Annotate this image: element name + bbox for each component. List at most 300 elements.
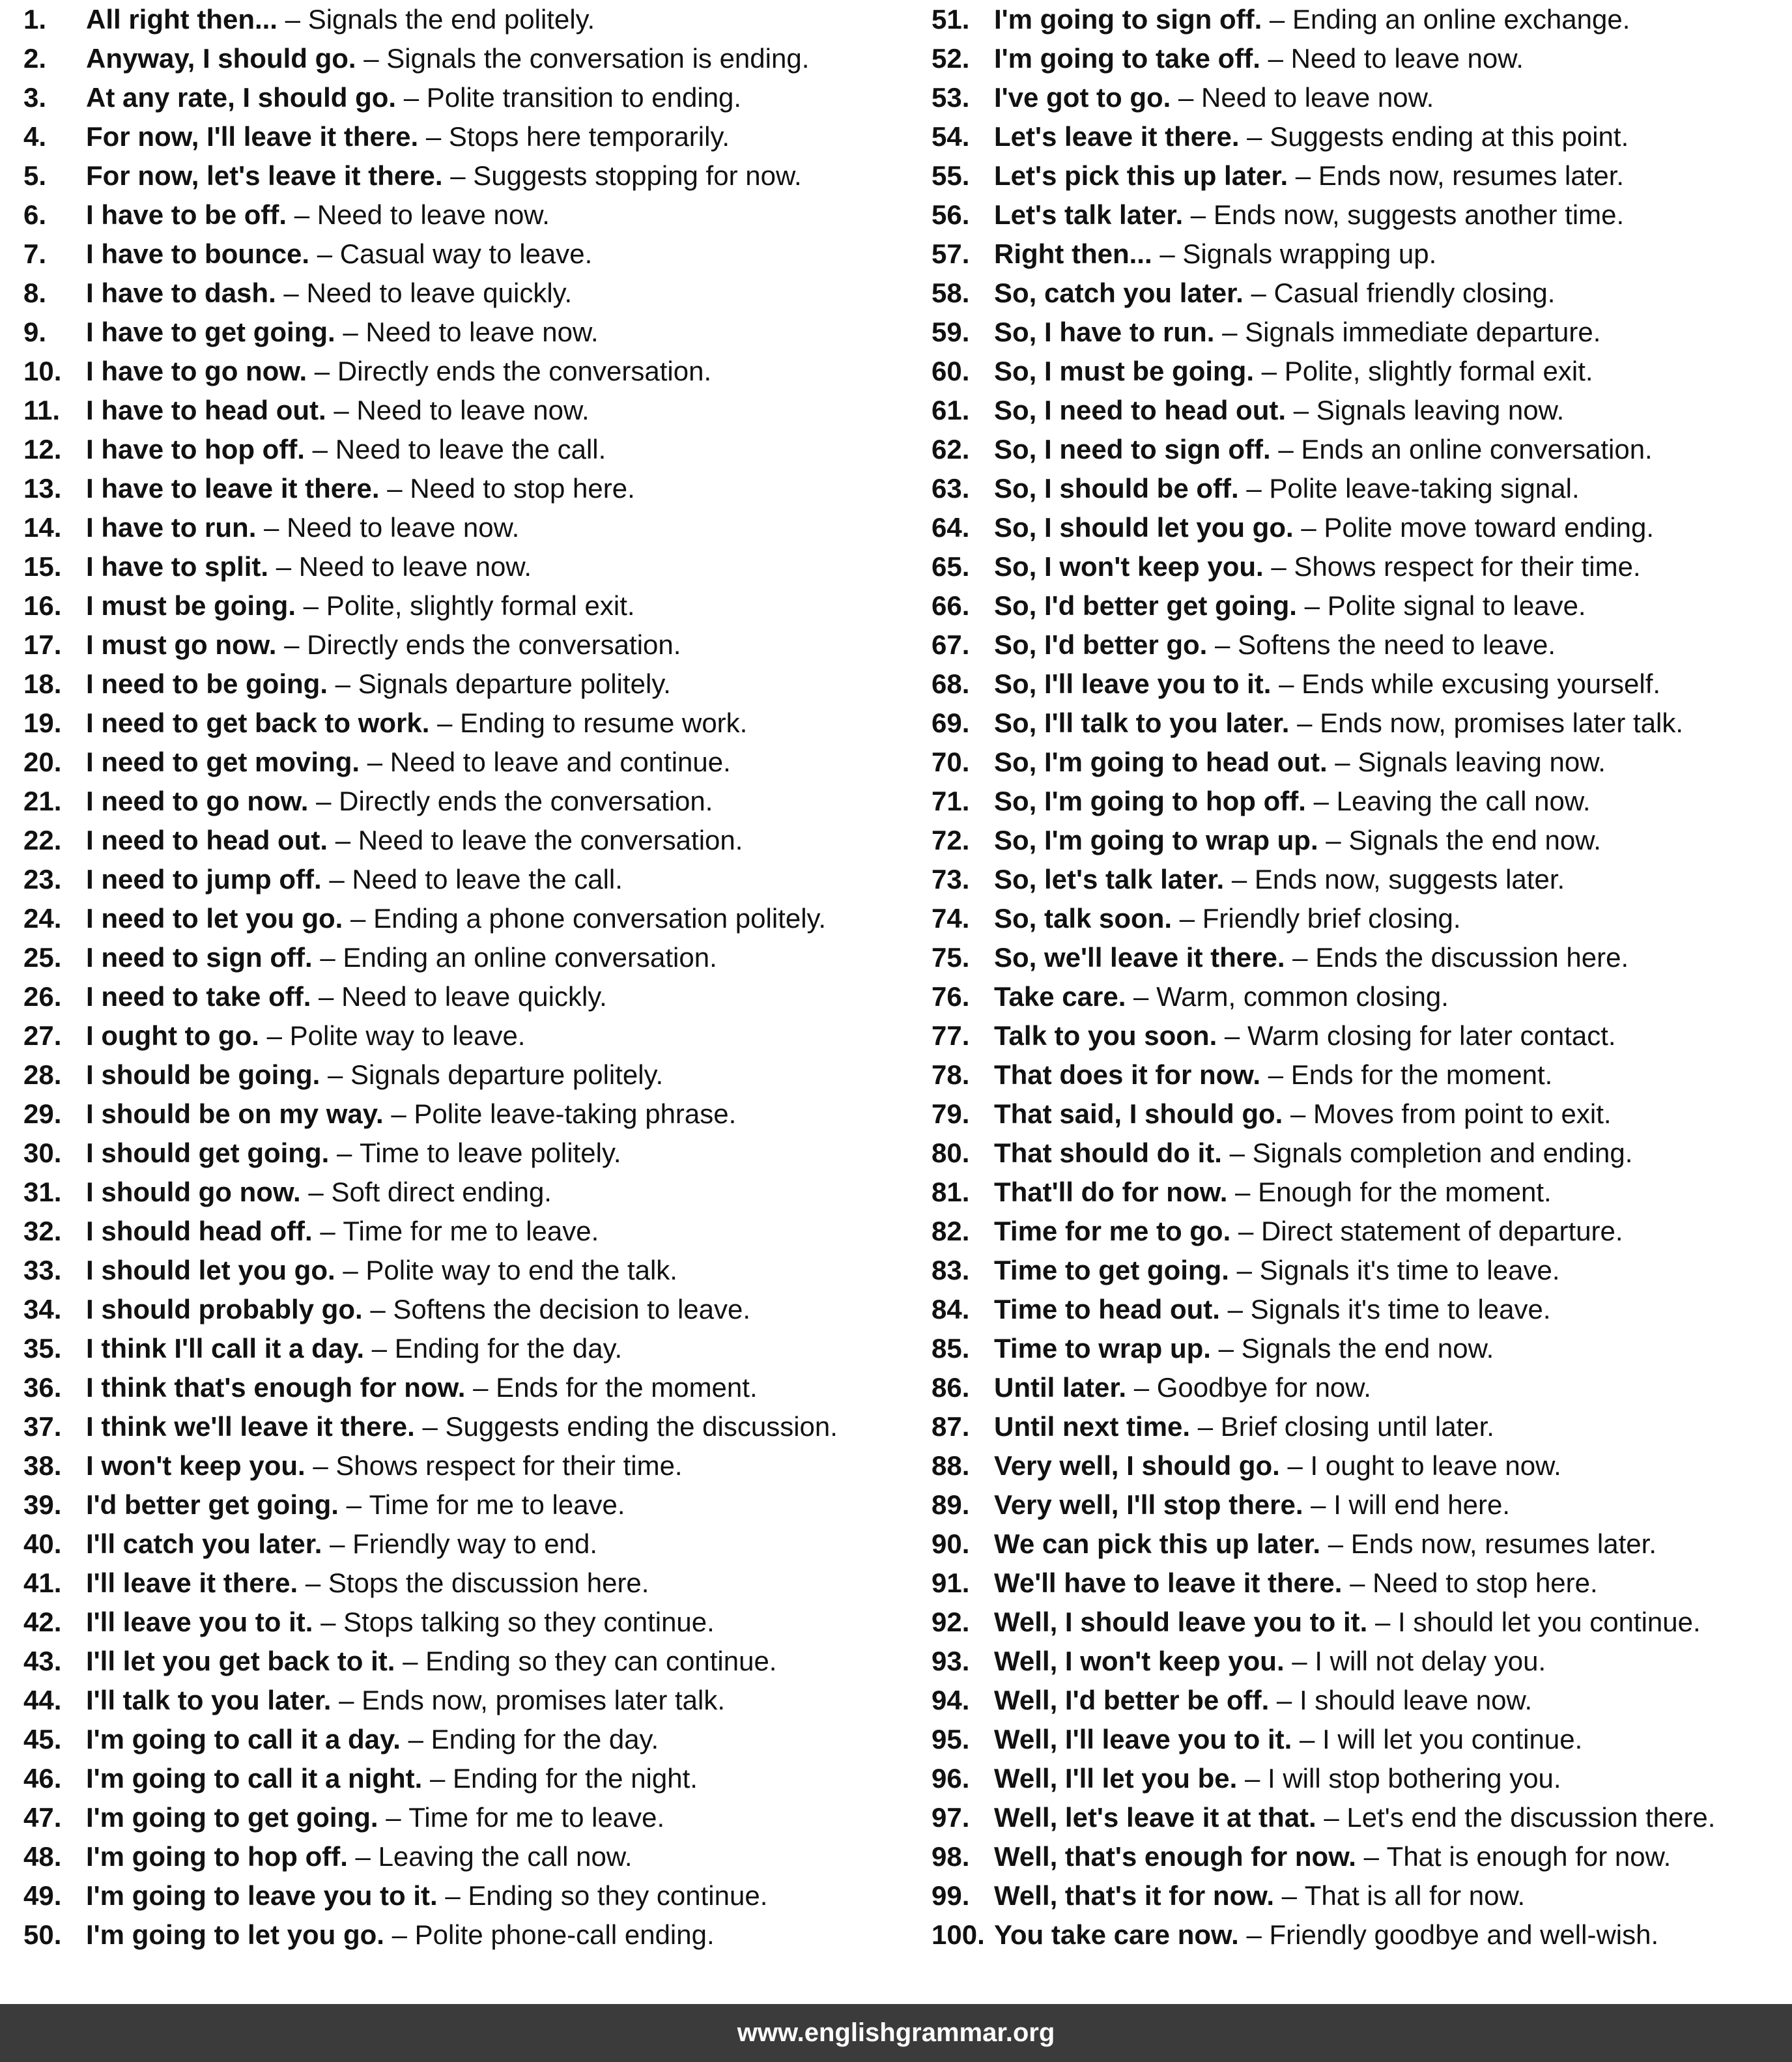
list-item <box>23 430 916 469</box>
item-separator: – <box>1279 668 1294 699</box>
list-item <box>932 1798 1785 1837</box>
list-item <box>932 235 1785 274</box>
item-number: 16. <box>23 590 62 621</box>
item-phrase: I need to let you go. <box>86 903 343 934</box>
item-phrase: I'm going to hop off. <box>86 1841 348 1872</box>
list-item <box>23 1564 916 1603</box>
item-number: 47. <box>23 1802 62 1833</box>
item-separator: – <box>343 317 358 347</box>
list-item <box>23 1368 916 1407</box>
item-number: 11. <box>23 395 61 425</box>
item-number: 90. <box>932 1528 970 1559</box>
item-phrase: Until next time. <box>994 1411 1191 1442</box>
item-number: 50. <box>23 1919 62 1950</box>
item-description: Polite way to leave. <box>289 1020 526 1051</box>
item-separator: – <box>1246 1919 1262 1950</box>
item-description: Need to leave now. <box>356 395 590 425</box>
item-phrase: I have to be off. <box>86 199 287 230</box>
item-separator: – <box>339 1685 354 1715</box>
item-phrase: Time to get going. <box>994 1255 1229 1285</box>
list-item <box>932 586 1785 625</box>
item-number: 17. <box>23 629 62 660</box>
item-phrase: Well, I'd better be off. <box>994 1685 1270 1715</box>
list-item <box>23 1134 916 1173</box>
item-number: 98. <box>932 1841 970 1872</box>
item-number: 92. <box>932 1607 970 1637</box>
item-phrase: That said, I should go. <box>994 1098 1283 1129</box>
item-description: Ends now, promises later talk. <box>1320 708 1684 738</box>
item-phrase: So, I'll talk to you later. <box>994 708 1290 738</box>
item-phrase: That does it for now. <box>994 1059 1261 1090</box>
item-phrase: So, I'm going to wrap up. <box>994 825 1318 855</box>
item-number: 80. <box>932 1138 970 1168</box>
item-description: Ending an online exchange. <box>1292 4 1630 35</box>
item-phrase: I'm going to take off. <box>994 43 1260 74</box>
item-separator: – <box>1224 1020 1240 1051</box>
item-separator: – <box>334 395 349 425</box>
item-separator: – <box>319 981 334 1012</box>
item-number: 99. <box>932 1880 970 1911</box>
item-description: Need to leave now. <box>317 199 550 230</box>
item-phrase: That'll do for now. <box>994 1177 1228 1207</box>
list-item <box>932 1134 1785 1173</box>
list-item <box>932 665 1785 704</box>
item-phrase: I ought to go. <box>86 1020 259 1051</box>
item-description: Signals leaving now. <box>1316 395 1565 425</box>
item-number: 35. <box>23 1333 62 1364</box>
item-phrase: We'll have to leave it there. <box>994 1568 1343 1598</box>
item-phrase: So, I'm going to head out. <box>994 747 1328 777</box>
list-item <box>932 1720 1785 1759</box>
item-description: I ought to leave now. <box>1310 1450 1561 1481</box>
item-phrase: I need to get back to work. <box>86 708 430 738</box>
item-phrase: I need to go now. <box>86 786 309 816</box>
item-separator: – <box>403 82 420 113</box>
item-number: 54. <box>932 121 970 152</box>
item-phrase: I should probably go. <box>86 1294 363 1325</box>
item-separator: – <box>1227 1294 1243 1325</box>
item-description: Polite move toward ending. <box>1324 512 1654 543</box>
item-phrase: All right then... <box>86 4 277 35</box>
list-item <box>23 195 916 235</box>
list-item <box>932 1642 1785 1681</box>
item-description: Ending for the night. <box>453 1763 698 1794</box>
item-separator: – <box>403 1646 418 1676</box>
item-number: 68. <box>932 668 970 699</box>
item-phrase: So, I'd better go. <box>994 629 1208 660</box>
item-phrase: I won't keep you. <box>86 1450 306 1481</box>
item-separator: – <box>335 825 351 855</box>
item-description: Signals the end now. <box>1241 1333 1494 1364</box>
list-item <box>23 78 916 117</box>
item-number: 19. <box>23 708 62 738</box>
item-separator: – <box>1363 1841 1379 1872</box>
item-number: 100. <box>932 1919 985 1950</box>
item-number: 10. <box>23 356 62 386</box>
item-phrase: I have to split. <box>86 551 269 582</box>
list-item <box>23 1407 916 1446</box>
item-separator: – <box>283 278 299 308</box>
item-phrase: I think that's enough for now. <box>86 1372 466 1403</box>
item-phrase: So, I should be off. <box>994 473 1239 504</box>
item-description: Need to stop here. <box>410 473 635 504</box>
item-description: Signals the end politely. <box>307 4 595 35</box>
list-item <box>932 469 1785 508</box>
item-separator: – <box>1178 82 1194 113</box>
list-item <box>23 860 916 899</box>
item-separator: – <box>1238 1216 1254 1246</box>
item-phrase: For now, let's leave it there. <box>86 160 443 191</box>
item-separator: – <box>1293 395 1309 425</box>
item-number: 15. <box>23 551 62 582</box>
item-separator: – <box>285 4 301 35</box>
item-phrase: Well, I won't keep you. <box>994 1646 1285 1676</box>
list-item <box>23 1603 916 1642</box>
item-description: I will end here. <box>1333 1489 1511 1520</box>
item-description: Ends now, suggests another time. <box>1213 199 1625 230</box>
item-description: Friendly way to end. <box>352 1528 598 1559</box>
item-separator: – <box>1159 238 1175 269</box>
list-item <box>932 1837 1785 1876</box>
item-description: I will not delay you. <box>1315 1646 1546 1676</box>
item-phrase: So, talk soon. <box>994 903 1173 934</box>
item-number: 57. <box>932 238 970 269</box>
item-number: 91. <box>932 1568 970 1598</box>
item-phrase: Well, that's enough for now. <box>994 1841 1356 1872</box>
list-item <box>23 1681 916 1720</box>
list-item <box>23 1016 916 1055</box>
list-item <box>23 977 916 1016</box>
item-separator: – <box>355 1841 371 1872</box>
item-phrase: Very well, I'll stop there. <box>994 1489 1303 1520</box>
list-item <box>932 156 1785 195</box>
item-phrase: Well, that's it for now. <box>994 1880 1274 1911</box>
item-number: 6. <box>23 199 47 230</box>
item-number: 79. <box>932 1098 970 1129</box>
item-phrase: That should do it. <box>994 1138 1222 1168</box>
item-number: 94. <box>932 1685 970 1715</box>
list-item <box>932 704 1785 743</box>
item-separator: – <box>387 473 403 504</box>
item-description: Goodbye for now. <box>1156 1372 1371 1403</box>
item-description: Time to leave politely. <box>360 1138 621 1168</box>
item-separator: – <box>329 864 345 895</box>
item-phrase: Talk to you soon. <box>994 1020 1217 1051</box>
item-separator: – <box>1197 1411 1214 1442</box>
item-description: Polite, slightly formal exit. <box>326 590 635 621</box>
item-phrase: I have to dash. <box>86 278 276 308</box>
item-number: 56. <box>932 199 970 230</box>
item-number: 18. <box>23 668 62 699</box>
item-phrase: I should head off. <box>86 1216 313 1246</box>
list-item <box>23 1720 916 1759</box>
item-description: Polite signal to leave. <box>1327 590 1586 621</box>
item-number: 88. <box>932 1450 970 1481</box>
item-phrase: I'm going to leave you to it. <box>86 1880 438 1911</box>
item-number: 23. <box>23 864 62 895</box>
item-number: 13. <box>23 473 62 504</box>
list-item <box>932 1251 1785 1290</box>
item-separator: – <box>1328 1528 1344 1559</box>
list-item <box>932 1173 1785 1212</box>
list-item <box>23 1446 916 1485</box>
item-description: Signals the end now. <box>1348 825 1601 855</box>
item-description: Ends an online conversation. <box>1301 434 1653 465</box>
item-description: Signals immediate departure. <box>1245 317 1601 347</box>
list-item <box>932 1485 1785 1525</box>
item-phrase: Very well, I should go. <box>994 1450 1280 1481</box>
item-phrase: I'm going to get going. <box>86 1802 378 1833</box>
item-phrase: Well, I'll leave you to it. <box>994 1724 1292 1754</box>
item-separator: – <box>316 786 332 816</box>
item-number: 29. <box>23 1098 62 1129</box>
list-item <box>932 821 1785 860</box>
item-number: 85. <box>932 1333 970 1364</box>
item-description: Direct statement of departure. <box>1260 1216 1623 1246</box>
item-description: I should let you continue. <box>1398 1607 1701 1637</box>
list-item <box>23 938 916 977</box>
list-item <box>932 508 1785 547</box>
item-phrase: Well, I'll let you be. <box>994 1763 1238 1794</box>
item-description: Ends while excusing yourself. <box>1301 668 1661 699</box>
list-item <box>932 899 1785 938</box>
item-description: Ends for the moment. <box>1290 1059 1553 1090</box>
item-number: 34. <box>23 1294 62 1325</box>
item-separator: – <box>1236 1255 1252 1285</box>
item-description: Polite, slightly formal exit. <box>1284 356 1593 386</box>
item-separator: – <box>1235 1177 1251 1207</box>
item-separator: – <box>1300 1724 1315 1754</box>
item-number: 1. <box>23 4 47 35</box>
item-description: Polite leave-taking phrase. <box>414 1098 737 1129</box>
item-number: 20. <box>23 747 62 777</box>
item-number: 49. <box>23 1880 62 1911</box>
item-description: Directly ends the conversation. <box>339 786 713 816</box>
list-item <box>23 1642 916 1681</box>
list-item <box>932 1564 1785 1603</box>
item-separator: – <box>284 629 300 660</box>
item-separator: – <box>473 1372 489 1403</box>
item-number: 77. <box>932 1020 970 1051</box>
item-separator: – <box>1246 473 1262 504</box>
item-phrase: For now, I'll leave it there. <box>86 121 419 152</box>
item-phrase: Let's talk later. <box>994 199 1184 230</box>
item-phrase: Anyway, I should go. <box>86 43 356 74</box>
item-phrase: I should let you go. <box>86 1255 335 1285</box>
list-item <box>932 625 1785 665</box>
item-separator: – <box>1268 43 1283 74</box>
item-separator: – <box>450 160 466 191</box>
item-phrase: So, I must be going. <box>994 356 1254 386</box>
item-description: Moves from point to exit. <box>1313 1098 1612 1129</box>
item-description: Leaving the call now. <box>1336 786 1591 816</box>
item-number: 8. <box>23 278 47 308</box>
list-item <box>23 782 916 821</box>
item-number: 93. <box>932 1646 970 1676</box>
item-separator: – <box>425 121 442 152</box>
item-description: Need to leave the conversation. <box>358 825 743 855</box>
item-number: 21. <box>23 786 62 816</box>
list-item <box>23 1095 916 1134</box>
item-number: 84. <box>932 1294 970 1325</box>
list-item <box>23 1251 916 1290</box>
item-separator: – <box>1335 747 1350 777</box>
item-separator: – <box>320 1216 335 1246</box>
list-item <box>23 1876 916 1915</box>
list-item <box>23 1212 916 1251</box>
item-phrase: I should be going. <box>86 1059 320 1090</box>
item-phrase: I must be going. <box>86 590 296 621</box>
item-separator: – <box>391 1098 406 1129</box>
item-description: Signals it's time to leave. <box>1250 1294 1551 1325</box>
item-description: Ends now, resumes later. <box>1350 1528 1657 1559</box>
item-description: Polite leave-taking signal. <box>1269 473 1580 504</box>
list-item <box>23 117 916 156</box>
item-separator: – <box>313 1450 328 1481</box>
item-number: 27. <box>23 1020 62 1051</box>
list-item <box>932 1915 1785 1955</box>
item-phrase: Until later. <box>994 1372 1127 1403</box>
item-separator: – <box>1268 1059 1284 1090</box>
item-number: 36. <box>23 1372 62 1403</box>
item-description: Ends now, resumes later. <box>1318 160 1625 191</box>
item-number: 52. <box>932 43 970 74</box>
item-description: Ending for the day. <box>431 1724 659 1754</box>
item-phrase: I have to get going. <box>86 317 335 347</box>
footer-url: www.englishgrammar.org <box>737 2018 1055 2047</box>
item-phrase: I'm going to sign off. <box>994 4 1262 35</box>
item-phrase: I have to bounce. <box>86 238 310 269</box>
item-separator: – <box>1215 629 1230 660</box>
item-number: 14. <box>23 512 62 543</box>
item-number: 3. <box>23 82 47 113</box>
item-separator: – <box>1304 590 1320 621</box>
item-description: Warm, common closing. <box>1156 981 1449 1012</box>
list-item <box>932 1212 1785 1251</box>
item-separator: – <box>264 512 279 543</box>
item-number: 67. <box>932 629 970 660</box>
item-separator: – <box>1311 1489 1326 1520</box>
item-separator: – <box>1295 160 1311 191</box>
item-number: 72. <box>932 825 970 855</box>
item-separator: – <box>1326 825 1341 855</box>
item-number: 74. <box>932 903 970 934</box>
item-number: 40. <box>23 1528 62 1559</box>
item-phrase: I've got to go. <box>994 82 1171 113</box>
list-item <box>932 1446 1785 1485</box>
item-number: 9. <box>23 317 47 347</box>
item-description: Suggests stopping for now. <box>473 160 802 191</box>
item-number: 70. <box>932 747 970 777</box>
item-separator: – <box>367 747 383 777</box>
list-item <box>932 195 1785 235</box>
item-number: 53. <box>932 82 970 113</box>
item-separator: – <box>1313 786 1329 816</box>
list-item <box>932 0 1785 39</box>
item-description: Ending for the day. <box>394 1333 623 1364</box>
item-number: 64. <box>932 512 970 543</box>
item-description: Soft direct ending. <box>331 1177 552 1207</box>
item-phrase: Time to wrap up. <box>994 1333 1211 1364</box>
list-item <box>932 743 1785 782</box>
phrase-list-right <box>932 0 1785 1955</box>
item-separator: – <box>350 903 366 934</box>
item-separator: – <box>1297 708 1313 738</box>
item-separator: – <box>327 1059 343 1090</box>
item-number: 22. <box>23 825 62 855</box>
list-item <box>932 547 1785 586</box>
item-description: Shows respect for their time. <box>1294 551 1641 582</box>
item-description: Ends now, promises later talk. <box>362 1685 726 1715</box>
item-phrase: I think we'll leave it there. <box>86 1411 415 1442</box>
item-number: 25. <box>23 942 62 973</box>
item-description: Directly ends the conversation. <box>307 629 681 660</box>
list-item <box>932 1681 1785 1720</box>
item-number: 73. <box>932 864 970 895</box>
list-item <box>932 1368 1785 1407</box>
list-item <box>23 704 916 743</box>
item-description: Polite transition to ending. <box>426 82 742 113</box>
list-item <box>23 352 916 391</box>
list-item <box>932 391 1785 430</box>
item-separator: – <box>346 1489 362 1520</box>
list-item <box>932 274 1785 313</box>
item-number: 78. <box>932 1059 970 1090</box>
item-description: Time for me to leave. <box>369 1489 625 1520</box>
list-item <box>932 1016 1785 1055</box>
item-description: Let's end the discussion there. <box>1346 1802 1716 1833</box>
item-description: Ending an online conversation. <box>343 942 717 973</box>
item-number: 89. <box>932 1489 970 1520</box>
item-separator: – <box>437 708 453 738</box>
item-separator: – <box>335 668 351 699</box>
list-item <box>23 39 916 78</box>
item-phrase: I have to go now. <box>86 356 307 386</box>
list-item <box>23 469 916 508</box>
list-item <box>23 547 916 586</box>
item-description: Need to leave now. <box>287 512 520 543</box>
item-number: 60. <box>932 356 970 386</box>
item-description: Need to stop here. <box>1372 1568 1598 1598</box>
item-separator: – <box>1133 981 1149 1012</box>
item-separator: – <box>1281 1880 1298 1911</box>
list-item <box>932 352 1785 391</box>
item-number: 81. <box>932 1177 970 1207</box>
list-item <box>932 117 1785 156</box>
list-item <box>23 313 916 352</box>
item-description: Friendly brief closing. <box>1202 903 1461 934</box>
item-separator: – <box>317 238 333 269</box>
list-item <box>23 274 916 313</box>
item-number: 76. <box>932 981 970 1012</box>
item-number: 26. <box>23 981 62 1012</box>
item-description: Need to leave quickly. <box>306 278 573 308</box>
item-phrase: Time to head out. <box>994 1294 1220 1325</box>
item-phrase: I'll leave it there. <box>86 1568 298 1598</box>
item-number: 69. <box>932 708 970 738</box>
item-description: Stops here temporarily. <box>448 121 730 152</box>
list-item <box>23 665 916 704</box>
item-phrase: Let's pick this up later. <box>994 160 1288 191</box>
list-item <box>932 1603 1785 1642</box>
item-phrase: So, I need to sign off. <box>994 434 1271 465</box>
item-number: 39. <box>23 1489 62 1520</box>
item-description: Time for me to leave. <box>408 1802 665 1833</box>
item-number: 87. <box>932 1411 970 1442</box>
item-phrase: I'm going to let you go. <box>86 1919 384 1950</box>
item-separator: – <box>1244 1763 1260 1794</box>
list-item <box>23 1485 916 1525</box>
